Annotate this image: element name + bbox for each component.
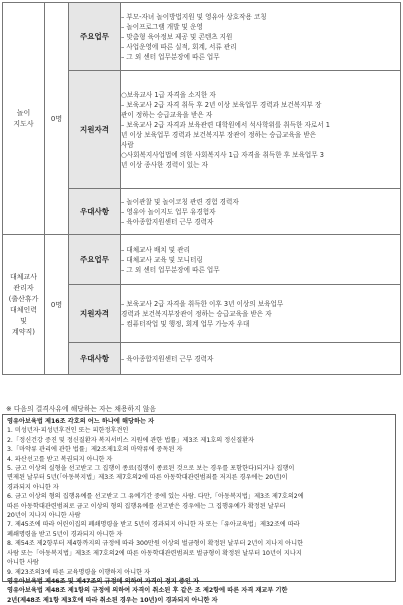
- content-cell: [121, 3, 401, 71]
- content-line: 년 이상 종사한 경력이 있는 자: [121, 160, 208, 169]
- content-line: – 보육교사 2급 자격 취득 후 2년 이상 보육업무 경력과 보건복지부 장: [121, 100, 322, 109]
- disqualification-line: 2.「정신건강 증진 및 정신질환자 복지서비스 지원에 관한 법률」제3조 제1호의 정신질환자: [7, 436, 255, 444]
- headcount-cell: 0명: [45, 3, 69, 235]
- disqualification-line: 영유아보육법 제48조 제1항의 규정에 의하여 자격이 취소된 후 같은 조 제2항에 따른 자격 재교부 기한: [7, 587, 288, 595]
- content-line: – 부모-자녀 놀이방법지원 및 영유아 상호작용 코칭: [121, 12, 267, 21]
- category-cell: 주요업무: [69, 235, 121, 285]
- content-cell: [121, 189, 401, 235]
- disqualification-line: 경과되지 아니한 자: [7, 483, 59, 491]
- headcount-cell: 0명: [45, 235, 69, 375]
- disqualification-line: 영유아보육법 제46조 및 제47조의 규정에 의하여 자격이 정지 중인 자: [7, 577, 200, 585]
- disqualification-box: [2, 414, 396, 604]
- category-cell: 우대사항: [69, 189, 121, 235]
- category-cell: 지원자격: [69, 285, 121, 343]
- content-line: 사람: [121, 140, 134, 149]
- content-line: – 육아종합지원센터 근무 경력자: [121, 217, 214, 226]
- content-line: 년 이상 보육업무 경력과 보건복지부 장관이 정하는 승급교육을 받은: [121, 130, 317, 139]
- content-line: – 사업운영에 따른 실적, 회계, 서류 관리: [121, 42, 237, 51]
- content-line: – 대체교사 배치 및 관리: [121, 245, 191, 254]
- content-line: – 맞춤형 육아정보 제공 및 콘텐츠 지원: [121, 32, 233, 41]
- content-line: – 보육교사 2급 자격을 취득한 이후 3년 이상의 보육업무: [121, 299, 284, 308]
- disqualification-line: 4. 파산선고를 받고 복권되지 아니한 자: [7, 455, 113, 463]
- content-line: – 대체교사 교육 및 모니터링: [121, 255, 203, 264]
- disqualification-line: 9. 제23조의3에 따른 교육명령을 이행하지 아니한 자: [7, 568, 151, 576]
- disqualification-line: 20년이 지나지 아니한 사람: [7, 512, 81, 520]
- role-cell: 놀이 지도사: [3, 3, 45, 235]
- content-line: – 보육교사 2급 자격과 보육관련 대학원에서 석사학위를 취득한 자로서 1: [121, 120, 330, 129]
- content-cell: [121, 235, 401, 285]
- disqualification-line: 6. 금고 이상의 형의 집행유예를 선고받고 그 유예기간 중에 있는 사람. 다만,「아동복지법」제3조 제7호의2에: [7, 493, 304, 501]
- table-row: [3, 235, 401, 285]
- category-cell: 지원자격: [69, 71, 121, 189]
- content-line: – 놀이관찰 및 놀이코칭 관련 경험 경력자: [121, 197, 239, 206]
- content-line: – 영유아 놀이지도 업무 유경험자: [121, 207, 216, 216]
- category-cell: 주요업무: [69, 3, 121, 71]
- content-line: 관이 정하는 승급교육을 받은 자: [121, 110, 213, 119]
- job-table: [2, 2, 401, 375]
- content-line: ○보육교사 1급 자격을 소지한 자: [121, 90, 216, 99]
- category-cell: 우대사항: [69, 343, 121, 375]
- disqualification-line: 3.「마약류 관리에 관한 법률」제2조제1호의 마약류에 중독된 자: [7, 446, 183, 454]
- disqualification-line: 영유아보육법 제16조 각호의 어느 하나에 해당하는 자: [7, 418, 155, 425]
- disqualification-line: 면제된 날부터 5년(「아동복지법」제3조 제7호의2에 따른 아동학대관련범죄를 저지른 경우에는 20년)이: [7, 474, 288, 482]
- content-line: – 놀이프로그램 개발 및 운영: [121, 22, 203, 31]
- disqualification-line: 사람 또는「아동복지법」제3조 제7호의2에 따른 아동학대관련범죄로 벌금형이 확정된 날부터 10년이 지나지: [7, 549, 302, 557]
- disqualification-line: 2년(제48조 제1항 제3호에 따라 취소된 경우는 10년)이 경과되지 아니한 자: [7, 596, 218, 604]
- content-cell: [121, 71, 401, 189]
- content-line: – 그 외 센터 업무분장에 따른 업무: [121, 52, 220, 61]
- disqualification-line: 7. 제45조에 따라 어린이집의 폐쇄명령을 받고 5년이 경과되지 아니한 자 또는「유아교육법」제32조에 따라: [7, 521, 300, 529]
- role-cell: 대체교사 관리자 (출산휴가 대체인력 및 계약직): [3, 235, 45, 375]
- disqualification-note: ※ 다음의 결격사유에 해당하는 자는 채용하지 않음: [6, 405, 156, 413]
- disqualification-line: 따른 아동학대관련범죄로 금고 이상의 형의 집행유예를 선고받은 경우에는 그 집행유예가 확정된 날부터: [7, 502, 286, 510]
- content-line: ○사회복지사업법에 의한 사회복지사 1급 자격을 취득한 후 보육업무 3: [121, 150, 324, 159]
- disqualification-line: 8. 제54조 제2항부터 제4항까지의 규정에 따라 300만원 이상의 벌금형이 확정된 날부터 2년이 지나지 아니한: [7, 540, 304, 548]
- content-line: – 컴퓨터작업 및 행정, 회계 업무 가능자 우대: [121, 319, 250, 328]
- disqualification-line: 폐쇄명령을 받고 5년이 경과되지 아니한 자: [7, 530, 123, 538]
- disqualification-line: 1. 미성년자·피성년후견인 또는 피한정후견인: [7, 427, 129, 435]
- disqualification-line: 5. 금고 이상의 실형을 선고받고 그 집행이 종료(집행이 종료된 것으로 보는 경우를 포함한다)되거나 집행이: [7, 465, 295, 473]
- disqualification-line: 아니한 사람: [7, 559, 39, 567]
- content-line: – 그 외 센터 업무분장에 따른 업무: [121, 265, 220, 274]
- table-row: [3, 3, 401, 71]
- content-cell: [121, 285, 401, 343]
- content-line: 경력과 보건복지부장관이 정하는 승급교육을 받은 자: [121, 309, 272, 318]
- content-line: – 육아종합지원센터 근무 경력자: [121, 354, 214, 363]
- content-cell: [121, 343, 401, 375]
